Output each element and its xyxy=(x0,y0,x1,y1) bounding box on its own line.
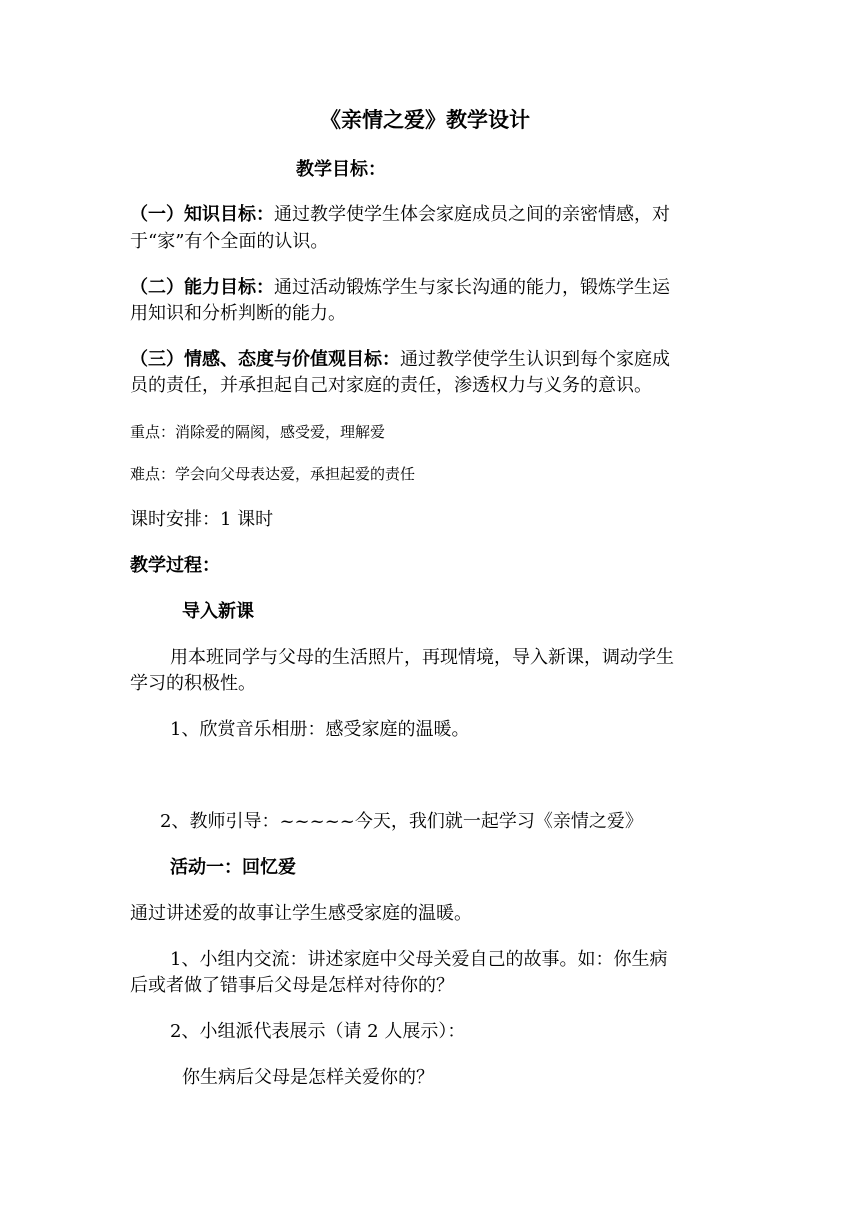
goal-emotion-line1 xyxy=(130,348,730,372)
goal-ability-line2: 用知识和分析判断的能力。 xyxy=(130,303,346,324)
goal-emotion-text: 通过教学使学生认识到每个家庭成 xyxy=(400,349,670,370)
key-point: 重点：消除爱的隔阂，感受爱，理解爱 xyxy=(130,423,386,441)
step-1: 1、欣赏音乐相册：感受家庭的温暖。 xyxy=(170,719,470,740)
intro-line1: 用本班同学与父母的生活照片，再现情境，导入新课，调动学生 xyxy=(170,647,674,668)
difficulty: 难点：学会向父母表达爱，承担起爱的责任 xyxy=(130,465,416,483)
goal-knowledge-text: 通过教学使学生体会家庭成员之间的亲密情感，对 xyxy=(274,204,670,225)
intro-line2: 学习的积极性。 xyxy=(130,673,256,694)
process-heading: 教学过程： xyxy=(130,555,220,576)
goal-emotion-label: （三）情感、态度与价值观目标： xyxy=(130,349,400,370)
goal-knowledge-line1 xyxy=(130,203,730,227)
intro-heading: 导入新课 xyxy=(182,601,254,622)
goal-knowledge-label: （一）知识目标： xyxy=(130,204,274,225)
activity-step1-line2: 后或者做了错事后父母是怎样对待你的？ xyxy=(130,975,454,996)
activity1-desc: 通过讲述爱的故事让学生感受家庭的温暖。 xyxy=(130,903,472,924)
goal-ability-label: （二）能力目标： xyxy=(130,277,274,298)
activity-step1-line1: 1、小组内交流：讲述家庭中父母关爱自己的故事。如：你生病 xyxy=(170,949,668,970)
goal-emotion-line2: 员的责任，并承担起自己对家庭的责任，渗透权力与义务的意识。 xyxy=(130,375,652,396)
document-title: 《亲情之爱》教学设计 xyxy=(320,107,530,132)
step-2: 2、教师引导：~~~~~今天，我们就一起学习《亲情之爱》 xyxy=(160,811,643,832)
schedule: 课时安排：1 课时 xyxy=(130,509,274,530)
activity-step2: 2、小组派代表展示（请 2 人展示）： xyxy=(170,1021,466,1042)
goal-ability-line1 xyxy=(130,276,730,300)
goals-heading: 教学目标： xyxy=(296,159,386,180)
activity1-heading: 活动一：回忆爱 xyxy=(170,857,296,878)
goal-ability-text: 通过活动锻炼学生与家长沟通的能力，锻炼学生运 xyxy=(274,277,670,298)
question: 你生病后父母是怎样关爱你的？ xyxy=(182,1067,434,1088)
goal-knowledge-line2: 于“家”有个全面的认识。 xyxy=(130,231,329,252)
